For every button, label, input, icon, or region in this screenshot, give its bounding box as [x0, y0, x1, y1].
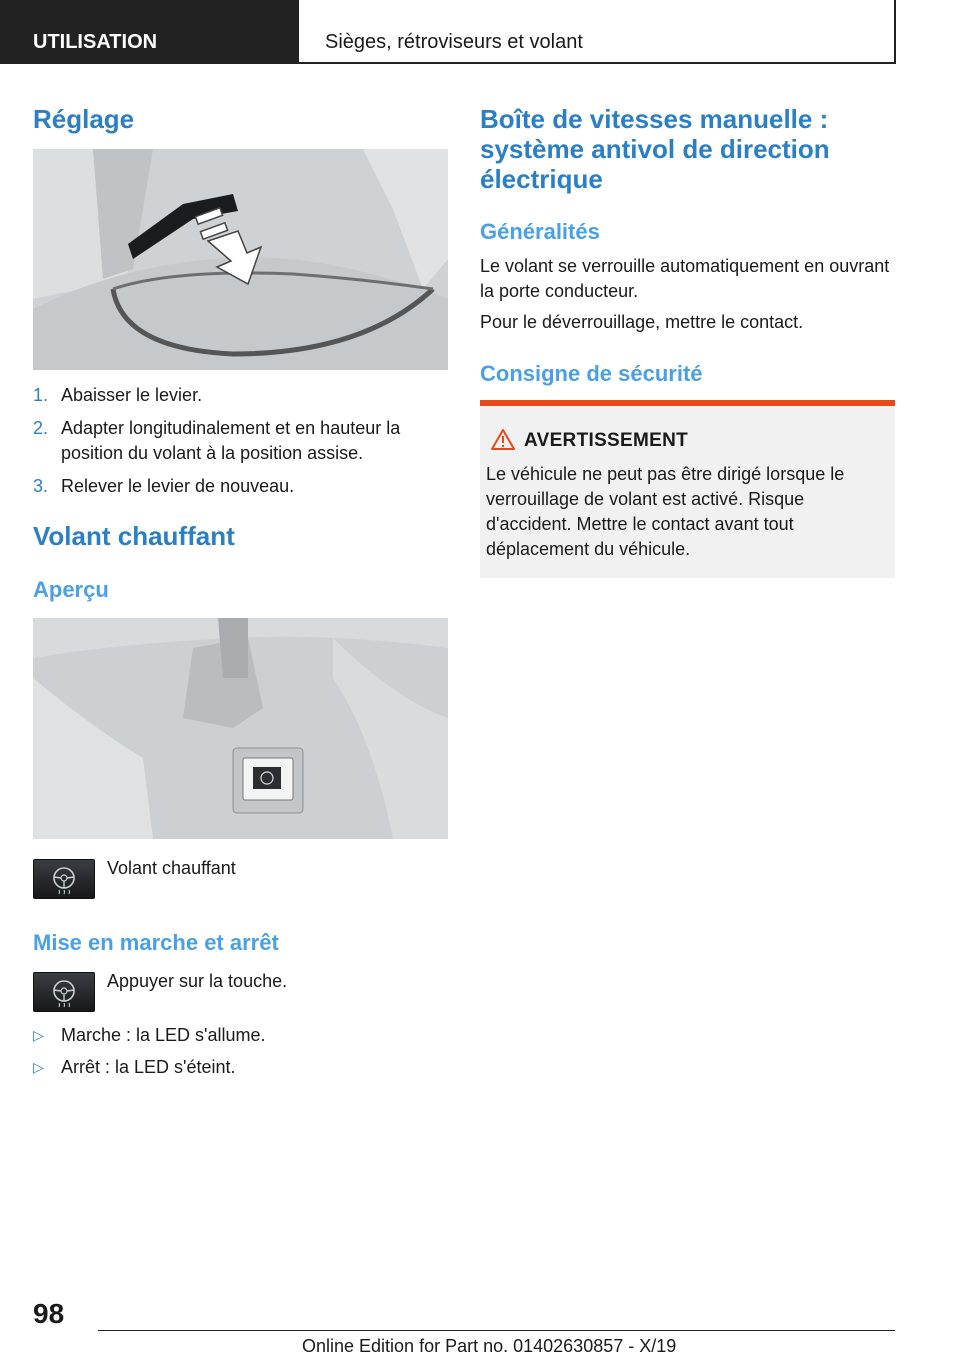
list-item	[33, 1055, 448, 1080]
heated-button-photo	[33, 618, 448, 839]
general-paragraph-2: Pour le déverrouillage, mettre le contact.	[480, 312, 804, 332]
header-chapter: Sièges, rétroviseurs et volant	[310, 0, 896, 64]
heated-steering-wheel-icon	[33, 859, 95, 899]
step-text: Abaisser le levier.	[61, 385, 203, 405]
step-number: 1.	[33, 385, 49, 405]
heated-steering-wheel-button-icon	[33, 972, 95, 1012]
onoff-heading: Mise en marche et arrêt	[33, 930, 279, 955]
page-number: 98	[33, 1298, 65, 1329]
adjustment-steps	[33, 383, 448, 507]
press-instruction: Appuyer sur la touche.	[107, 971, 288, 991]
triangle-bullet-icon: ▷	[33, 1027, 44, 1043]
heated-wheel-heading: Volant chauffant	[33, 521, 235, 551]
safety-heading: Consigne de sécurité	[480, 361, 703, 386]
triangle-bullet-icon: ▷	[33, 1059, 44, 1075]
step-number: 3.	[33, 476, 49, 496]
step-number: 2.	[33, 418, 49, 438]
list-item	[33, 474, 448, 499]
footer-edition: Online Edition for Part no. 01402630857 - X/19	[302, 1336, 677, 1356]
list-item	[33, 416, 448, 466]
apercu-heading: Aperçu	[33, 577, 109, 602]
warning-label: AVERTISSEMENT	[524, 430, 689, 451]
warning-text: Le véhicule ne peut pas être dirigé lorsque le verrouillage de volant est activé. Risque d'accident. Mettre le contact avant tout déplacement du véhicule.	[486, 464, 845, 559]
general-heading: Généralités	[480, 219, 600, 244]
led-status-list	[33, 1023, 448, 1087]
warning-box	[480, 400, 895, 578]
list-item	[33, 1023, 448, 1048]
header-section: UTILISATION	[0, 0, 299, 64]
list-item	[33, 383, 448, 408]
antitheft-heading: Boîte de vitesses manuelle : système antivol de direction électrique	[480, 104, 830, 194]
reglage-heading: Réglage	[33, 104, 135, 134]
lever-photo	[33, 149, 448, 370]
icon-caption: Volant chauffant	[107, 858, 236, 878]
general-paragraph-1: Le volant se verrouille automatiquement en ouvrant la porte conducteur.	[480, 256, 890, 301]
bullet-text: Marche : la LED s'allume.	[61, 1025, 266, 1045]
footer-divider	[98, 1330, 895, 1331]
step-text: Adapter longitudinalement et en hauteur la position du volant à la position assise.	[61, 418, 401, 463]
bullet-text: Arrêt : la LED s'éteint.	[61, 1057, 236, 1077]
warning-triangle-icon	[490, 428, 516, 456]
step-text: Relever le levier de nouveau.	[61, 476, 295, 496]
